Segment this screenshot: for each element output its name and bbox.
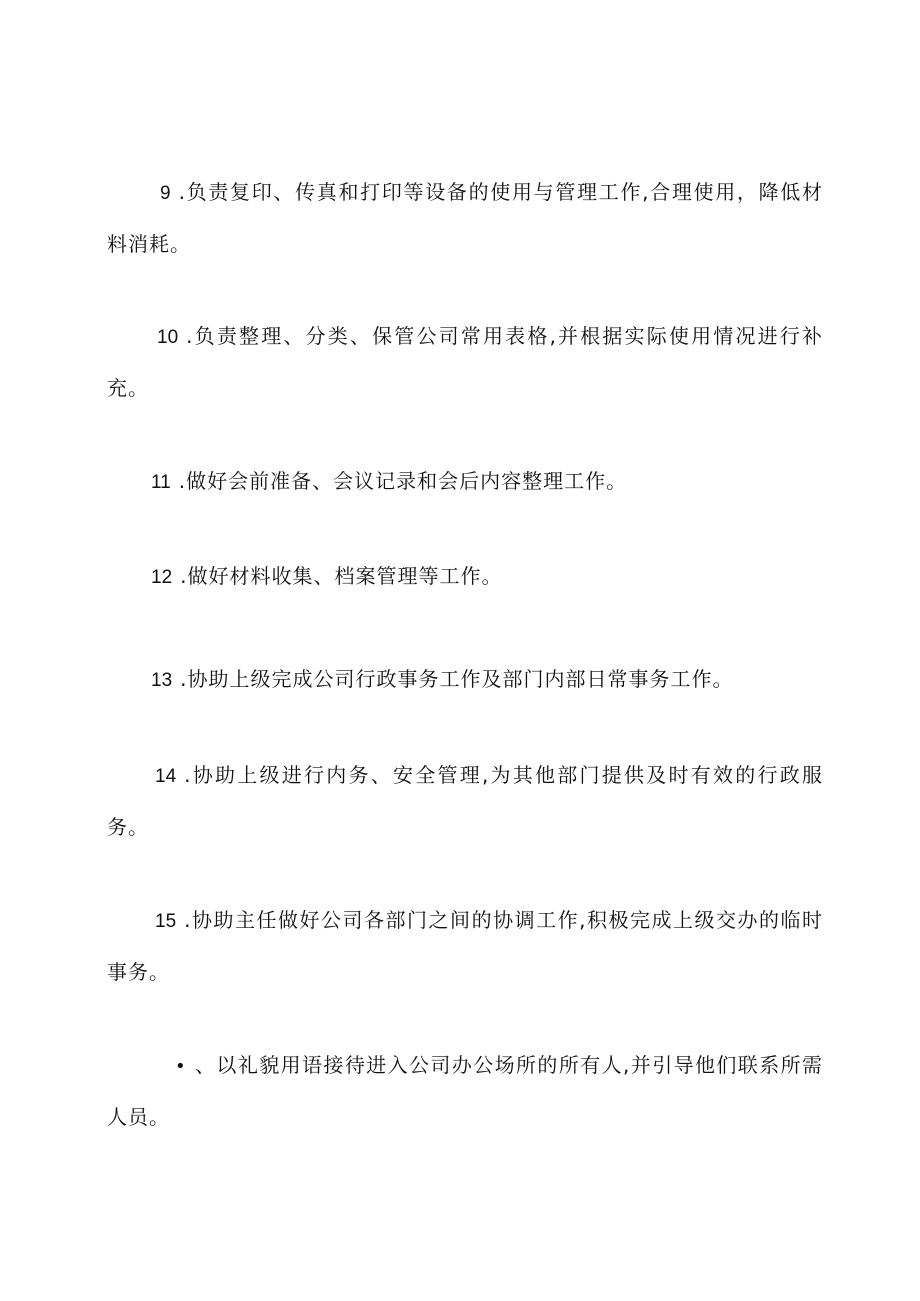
item-text: .协助主任做好公司各部门之间的协调工作,积极完成上级交办的临时事务。	[107, 908, 823, 984]
item-text: .做好材料收集、档案管理等工作。	[180, 564, 503, 588]
item-text: .协助上级进行内务、安全管理,为其他部门提供及时有效的行政服务。	[107, 763, 823, 839]
item-number: 15	[155, 911, 177, 932]
duty-item-9	[107, 167, 823, 269]
item-number: 14	[155, 766, 177, 787]
duty-item-reception	[107, 1040, 823, 1142]
item-number: 12	[151, 567, 173, 588]
duty-item-15	[107, 895, 823, 997]
duty-item-11	[107, 456, 823, 508]
duty-item-14	[107, 750, 823, 852]
item-text: .负责整理、分类、保管公司常用表格,并根据实际使用情况进行补充。	[107, 324, 823, 400]
bullet-marker: •	[175, 1056, 187, 1077]
item-number: 9	[160, 183, 171, 204]
item-number: 10	[157, 327, 179, 348]
item-number: 11	[151, 472, 171, 493]
duty-item-13	[107, 654, 823, 706]
duty-item-12	[107, 551, 823, 603]
item-text: .协助上级完成公司行政事务工作及部门内部日常事务工作。	[180, 667, 734, 691]
item-text: .负责复印、传真和打印等设备的使用与管理工作,合理使用，降低材料消耗。	[107, 180, 823, 256]
item-text: 、以礼貌用语接待进入公司办公场所的所有人,并引导他们联系所需人员。	[107, 1053, 823, 1129]
item-text: .做好会前准备、会议记录和会后内容整理工作。	[178, 469, 628, 493]
item-number: 13	[151, 670, 173, 691]
duty-item-10	[107, 311, 823, 413]
